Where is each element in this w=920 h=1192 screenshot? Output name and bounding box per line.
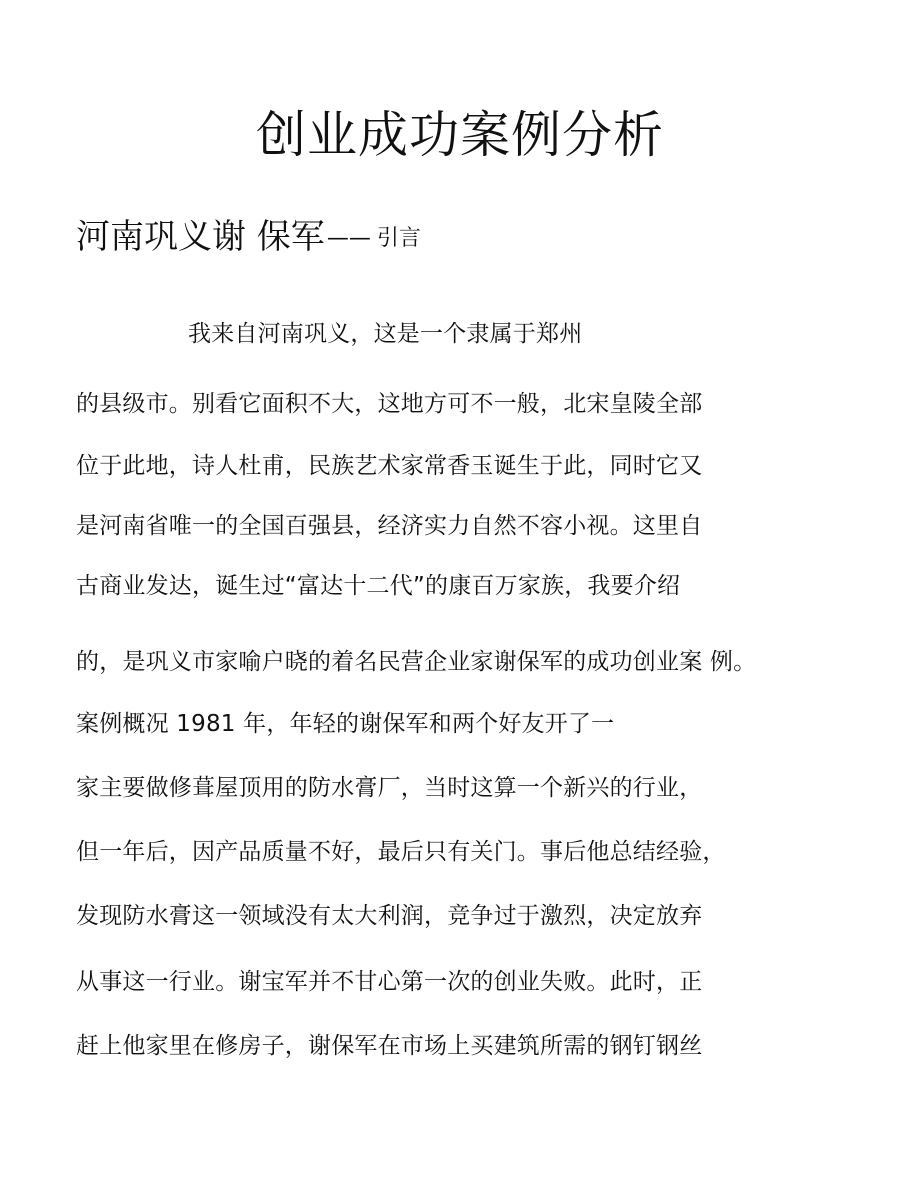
document-title: 创业成功案例分析	[256, 106, 664, 164]
paragraph-line-10: 发现防水膏这一领域没有太大利润，竞争过于激烈，决定放弃	[76, 903, 703, 929]
paragraph-line-3: 位于此地，诗人杜甫，民族艺术家常香玉诞生于此，同时它又	[76, 453, 703, 479]
paragraph-line-9: 但一年后，因产品质量不好，最后只有关门。事后他总结经验，	[76, 839, 726, 865]
paragraph-line-5: 古商业发达，诞生过“富达十二代”的康百万家族，我要介绍	[76, 573, 681, 599]
paragraph-line-2: 的县级市。别看它面积不大，这地方可不一般，北宋皇陵全部	[76, 391, 703, 417]
paragraph-line-12: 赶上他家里在修房子，谢保军在市场上买建筑所需的钢钉钢丝	[76, 1033, 703, 1059]
paragraph-line-8: 家主要做修葺屋顶用的防水膏厂，当时这算一个新兴的行业，	[76, 775, 703, 801]
section-heading-dash: ——	[326, 225, 371, 251]
paragraph-line-4: 是河南省唯一的全国百强县，经济实力自然不容小视。这里自	[76, 513, 703, 539]
paragraph-line-11: 从事这一行业。谢宝军并不甘心第一次的创业失败。此时，正	[76, 969, 703, 995]
paragraph-line-1: 我来自河南巩义，这是一个隶属于郑州	[188, 321, 583, 347]
section-heading-main: 河南巩义谢 保军	[76, 217, 325, 257]
section-heading	[76, 213, 421, 263]
paragraph-line-6: 的，是巩义市家喻户晓的着名民营企业家谢保军的成功创业案 例。	[76, 649, 757, 675]
section-heading-suffix: 引言	[376, 225, 421, 251]
paragraph-line-7: 案例概况 1981 年，年轻的谢保军和两个好友开了一	[76, 711, 615, 737]
